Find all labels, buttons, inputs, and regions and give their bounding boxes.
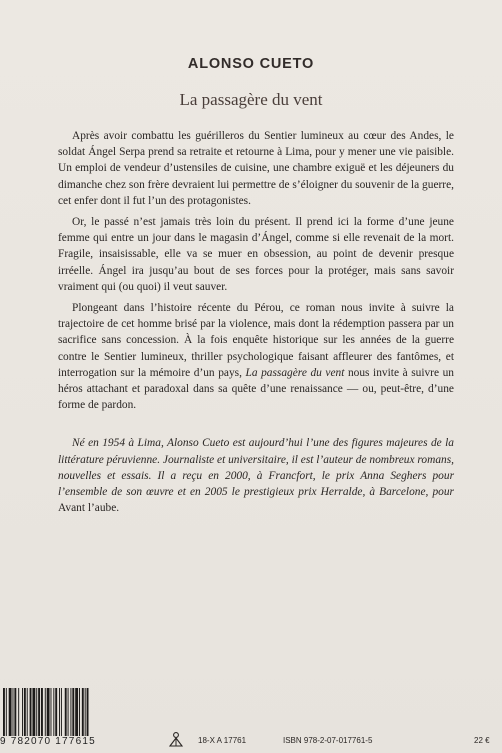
author-bio-text: Né en 1954 à Lima, Alonso Cueto est aujourd’hui l’une des figures majeures de la littérature péruvienne. Journaliste et universitaire, il est l’auteur de nombreux romans, nouvelles et essais. Il a reçu en 2000, à Francfort, le prix Anna Seghers pour l’ensemble de son œuvre et en 2005 le prestigieux prix Herralde, à Barcelone, pour — [58, 437, 454, 499]
price: 22 € — [474, 736, 490, 745]
publisher-mark-icon — [168, 731, 184, 747]
blurb — [58, 128, 454, 516]
blurb-paragraph-3-end: nous invite à suivre un héros attachant et paradoxal dans sa quête d’une renaissance — ou, peut-être, d’une forme de pardon. — [58, 366, 454, 412]
book-title: La passagère du vent — [179, 90, 323, 109]
isbn: ISBN 978-2-07-017761-5 — [283, 736, 373, 745]
author-bio — [58, 435, 454, 516]
blurb-paragraph-3 — [58, 300, 454, 413]
barcode-digits: 9 782070 177615 — [0, 736, 96, 747]
blurb-title-reference: La passagère du vent — [245, 366, 345, 379]
barcode — [0, 688, 135, 736]
blurb-paragraph-1: Après avoir combattu les guérilleros du Sentier lumineux au cœur des Andes, le soldat Ángel Serpa prend sa retraite et retourne à Lima, pour y mener une vie paisible. Un emploi de vendeur d’ustensiles de cuisine, une chambre exiguë et les déjeuners du dimanche chez son frère devraient lui permettre de s’éloigner du souvenir de la guerre, cet enfer dont il fut l’un des protagonistes. — [58, 130, 454, 207]
blurb-paragraph-3-start: Plongeant dans l’histoire récente du Pérou, ce roman nous invite à suivre la trajectoire de cet homme brisé par la violence, mais dont la rédemption passera par un sacrifice sans concession. À la fois enquête historique sur les années de la guerre contre le Sentier lumineux, thriller psychologique faisant affleurer des fantômes, et interrogation sur la mémoire d’un pays, — [58, 302, 454, 379]
catalog-code: 18-X A 17761 — [198, 736, 247, 745]
author-name: ALONSO CUETO — [187, 56, 315, 72]
blurb-paragraph-2: Or, le passé n’est jamais très loin du présent. Il prend ici la forme d’une jeune femme qui entre un jour dans le magasin d’Ángel, comme si elle revenait de la mort. Fragile, insaisissable, elle va se muer en obsession, au point de devenir presque irréelle. Ángel ira jusqu’au bout de ses forces pour la protéger, mais sans savoir vraiment qui (ou quoi) il veut sauver. — [58, 216, 454, 293]
author-bio-book: Avant l’aube. — [58, 502, 120, 515]
